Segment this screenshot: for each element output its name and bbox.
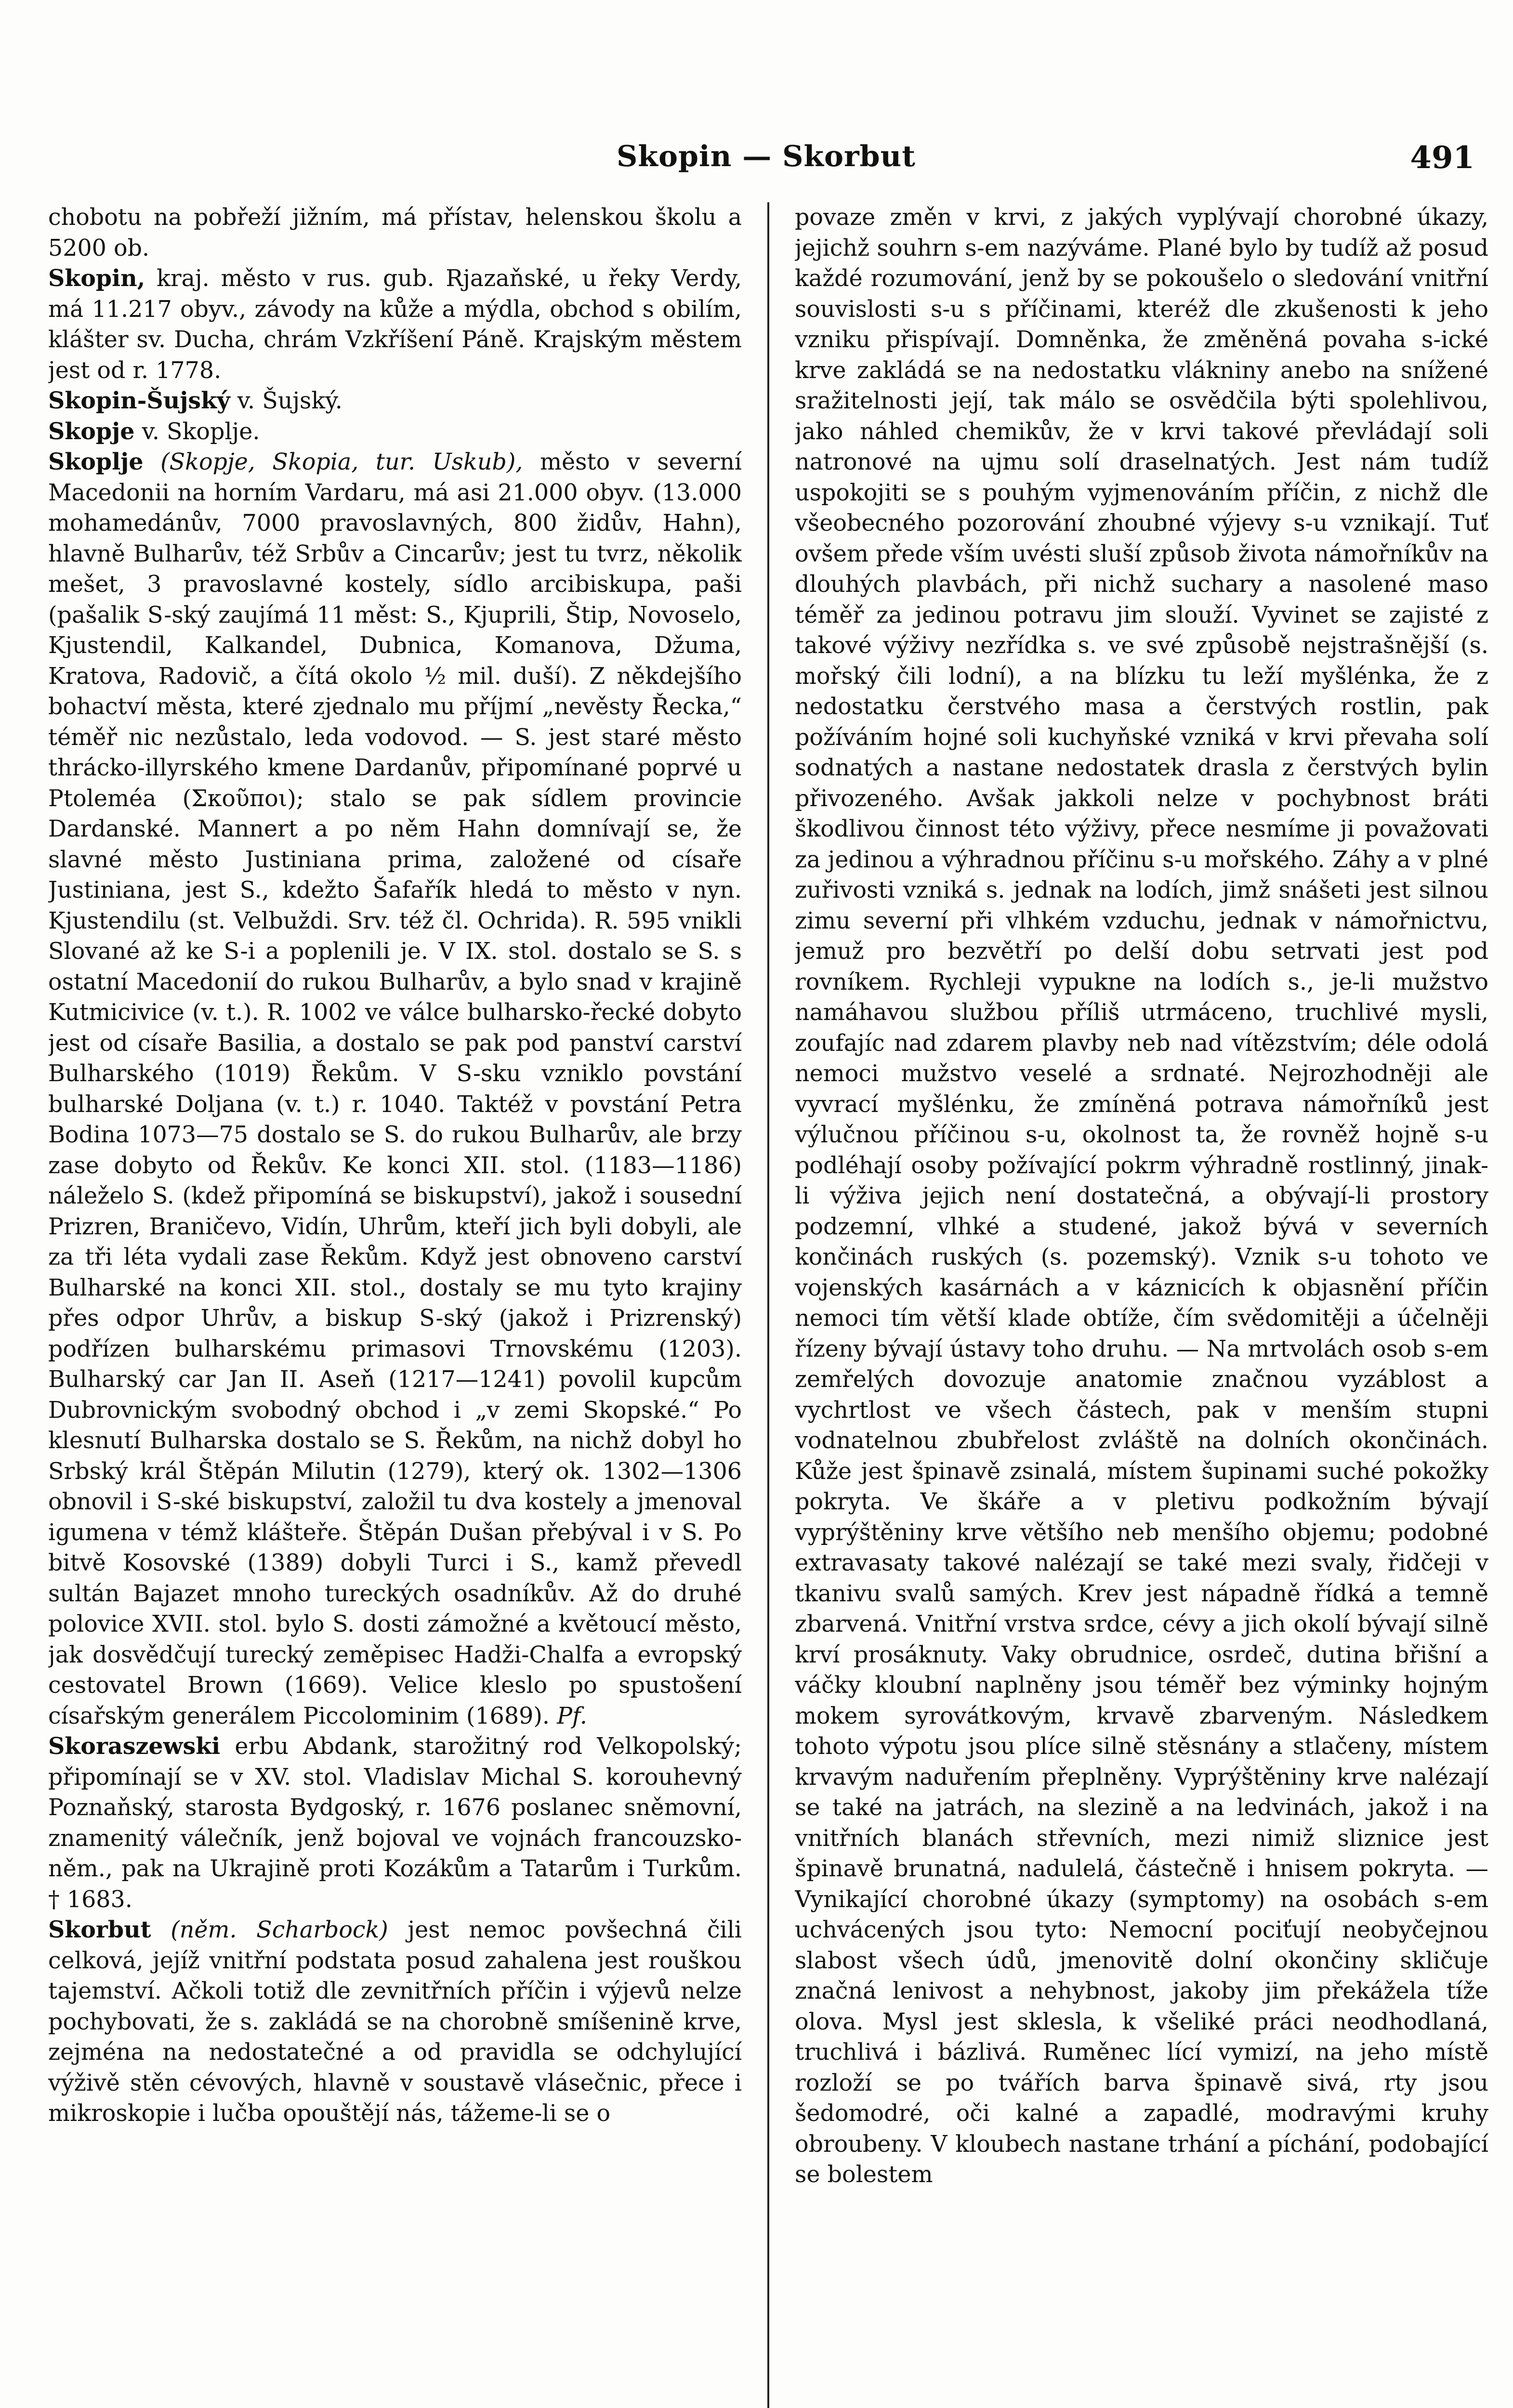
running-head: Skopin — Skorbut <box>617 140 916 173</box>
page-header <box>48 135 1484 188</box>
entry-skopin <box>48 263 742 386</box>
entry-skopje <box>48 417 742 447</box>
headword: Skorbut <box>48 1916 151 1943</box>
entry-skopin-sujsky <box>48 386 742 417</box>
right-column <box>795 202 1488 2408</box>
entry-text: jest nemoc povšechná čili celková, jejíž vnitřní podstata posud zahalena jest rouškou tajemství. Ačkoli totiž dle zevnitřních příčin i výjevů nelze pochybovati, že s. zakládá se na chorobně smíšenině krve, zejména na nedostatečné a od pravidla se odchylující výživě stěn cévových, hlavně v soustavě vlásečnic, přece i mikroskopie i lučba opouštějí nás, tážeme-li se o <box>48 1917 742 2127</box>
entry-text: kraj. město v rus. gub. Rjazaňské, u řeky Verdy, má 11.217 obyv., závody na kůže a mýdla, obchod s obilím, klášter sv. Ducha, chrám Vzkříšení Páně. Krajským městem jest od r. 1778. <box>48 265 742 384</box>
name-forms: (Skopje, Skopia, tur. Uskub), <box>160 449 523 475</box>
page-number: 491 <box>1410 140 1474 176</box>
entry-continuation: chobotu na pobřeží jižním, má přístav, helenskou školu a 5200 ob. <box>48 204 742 262</box>
entry-skoplje <box>48 447 742 1731</box>
author-signature: Pf. <box>557 1702 588 1729</box>
cross-reference: v. Skoplje. <box>142 418 260 445</box>
entry-continuation: povaze změn v krvi, z jakých vyplývají chorobné úkazy, jejichž souhrn s-em nazýváme. Plané bylo by tudíž až posud každé rozumování, jenž by se pokoušelo o sledování vnitřní souvislosti s-u s příčinami, kteréž dle zkušenosti k jeho vzniku přispívají. Domněnka, že změněná povaha s-ické krve zakládá se na nedostatku vlákniny anebo na snížené sražitelnosti její, tak málo se osvědčila býti spolehlivou, jako náhled chemikův, že v krvi takové převládají soli natronové na ujmu solí draselnatých. Jest nám tudíž uspokojiti se s pouhým vyjmenováním příčin, z nichž dle všeobecného pozorování zhoubné výjevy s-u vznikají. Tuť ovšem přede vším uvésti sluší způsob života námořníkův na dlouhých plavbách, při nichž suchary a nasolené maso téměř za jedinou potravu jim slouží. Vyvinet se zajisté z takové výživy nezřídka s. ve své způsobě nejstrašnější (s. mořský čili lodní), a na blízku tu leží myšlénka, že z nedostatku čerstvého masa a čerstvých rostlin, pak požíváním hojné soli kuchyňské vzniká v krvi převaha solí sodnatých a nastane nedostatek drasla z čerstvých bylin přivozeného. Avšak jakkoli nelze v pochybnost bráti škodlivou činnost této výživy, přece nesmíme ji považovati za jedinou a výhradnou příčinu s-u mořského. Záhy a v plné zuřivosti vzniká s. jednak na lodích, jimž snášeti jest silnou zimu severní při vlhkém vzduchu, jednak v námořnictvu, jemuž pro bezvětří po delší dobu setrvati jest pod rovníkem. Rychleji vypukne na lodích s., je-li mužstvo namáhavou službou příliš utrmáceno, truchlivé mysli, zoufajíc nad zdarem plavby neb nad vítězstvím; déle odolá nemoci mužstvo veselé a srdnaté. Nejrozhodněji ale vyvrací myšlénku, že zmíněná potrava námořníků jest výlučnou příčinou s-u, okolnost ta, že rovněž hojně s-u podléhají osoby požívající pokrm výhradně rostlinný, jinak-li výživa jejich není dostatečná, a obývají-li prostory podzemní, vlhké a studené, jakož bývá v severních končinách ruských (s. pozemský). Vznik s-u tohoto ve vojenských kasárnách a v káznicích k objasnění příčin nemoci tím větší klade obtíže, čím svědomitěji a účelněji řízeny bývají ústavy toho druhu. — Na mrtvolách osob s-em zemřelých dovozuje anatomie značnou vyzáblost a vychrtlost ve všech částech, pak v menším stupni vodnatelnou zbubřelost zvláště na dolních okončinách. Kůže jest špinavě zsinalá, místem šupinami suché pokožky pokryta. Ve škáře a v pletivu podkožním bývají vyprýštěniny krve většího neb menšího objemu; podobné extravasaty takové nalézají se také mezi svaly, řidčeji v tkanivu svalů samých. Krev jest nápadně řídká a temně zbarvená. Vnitřní vrstva srdce, cévy a jich okolí bývají silně krví prosáknuty. Vaky obrudnice, osrdeč, dutina břišní a váčky kloubní naplněny jsou téměř bez výminky hojným mokem syrovátkovým, krvavě zbarveným. Následkem tohoto výpotu jsou plíce silně stěsnány a stlačeny, místem krvavým naduřením přeplněny. Vyprýštěniny krve nalézají se také na jatrách, na slezině a na ledvinách, jakož i na vnitřních blanách střevních, mezi nimiž sliznice jest špinavě brunatná, nadulelá, částečně i hnisem pokryta. — Vynikající chorobné úkazy (symptomy) na osobách s-em uchvácených jsou tyto: Nemocní pociťují neobyčejnou slabost všech údů, jmenovitě dolní okončiny skličuje značná lenivost a nehybnost, jakoby jim překážela tíže olova. Mysl jest sklesla, k všeliké práci neodhodlaná, truchlivá i bázlivá. Ruměnec lící vymizí, na jeho místě rozloží se po tvářích barva špinavě sivá, rty jsou šedomodré, oči kalné a zapadlé, modravými kruhy obroubeny. V kloubech nastane trhání a píchání, podobající se bolestem <box>795 204 1488 2188</box>
text-columns <box>48 202 1488 2408</box>
headword: Skopin-Šujský <box>48 387 230 414</box>
german-term: (něm. Scharbock) <box>171 1917 388 1943</box>
cross-reference: v. Šujský. <box>237 388 342 414</box>
headword: Skopin, <box>48 265 145 292</box>
entry-skorbut <box>48 1915 742 2129</box>
column-divider <box>767 202 769 2408</box>
headword: Skoplje <box>48 448 144 475</box>
entry-skoraszewski <box>48 1731 742 1915</box>
headword: Skoraszewski <box>48 1733 221 1760</box>
left-column <box>48 202 742 2408</box>
headword: Skopje <box>48 418 135 445</box>
entry-text: město v severní Macedonii na horním Vardaru, má asi 21.000 obyv. (13.000 mohamedánův, 7000 pravoslavných, 800 židův, Hahn), hlavně Bulharův, též Srbův a Cincarův; jest tu tvrz, několik mešet, 3 pravoslavné kostely, sídlo arcibiskupa, paši (pašalik S-ský zaujímá 11 měst: S., Kjuprili, Štip, Novoselo, Kjustendil, Kalkandel, Dubnica, Komanova, Džuma, Kratova, Radovič, a čítá okolo ½ mil. duší). Z někdejšího bohactví města, které zjednalo mu příjmí „nevěsty Řecka,“ téměř nic nezůstalo, leda vodovod. — S. jest staré město thrácko-illyrského kmene Dardanův, připomínané poprvé u Ptoleméa (Σκοῦποι); stalo se pak sídlem provincie Dardanské. Mannert a po něm Hahn domnívají se, že slavné město Justiniana prima, založené od císaře Justiniana, jest S., kdežto Šafařík hledá to město v nyn. Kjustendilu (st. Velbuždi. Srv. též čl. Ochrida). R. 595 vnikli Slované až ke S-i a poplenili je. V IX. stol. dostalo se S. s ostatní Macedonií do rukou Bulharův, a bylo snad v krajině Kutmicivice (v. t.). R. 1002 ve válce bulharsko-řecké dobyto jest od císaře Basilia, a dostalo se pak pod panství carství Bulharského (1019) Řekům. V S-sku vzniklo povstání bulharské Doljana (v. t.) r. 1040. Taktéž v povstání Petra Bodina 1073—75 dostalo se S. do rukou Bulharův, ale brzy zase dobyto od Řekův. Ke konci XII. stol. (1183—1186) náleželo S. (kdež připomíná se biskupství), jakož i sousední Prizren, Braničevo, Vidín, Uhrům, kteří jich byli dobyli, ale za tři léta vydali zase Řekům. Když jest obnoveno carství Bulharské na konci XII. stol., dostaly se mu tyto krajiny přes odpor Uhrův, a biskup S-ský (jakož i Prizrenský) podřízen bulharskému primasovi Trnovskému (1203). Bulharský car Jan II. Aseň (1217—1241) povolil kupcům Dubrovnickým svobodný obchod i „v zemi Skopské.“ Po klesnutí Bulharska dostalo se S. Řekům, na nichž dobyl ho Srbský král Štěpán Milutin (1279), který ok. 1302—1306 obnovil i S-ské biskupství, založil tu dva kostely a jmenoval igumena v témž klášteře. Štěpán Dušan přebýval i v S. Po bitvě Kosovské (1389) dobyli Turci i S., kamž převedl sultán Bajazet mnoho tureckých osadníkův. Až do druhé polovice XVII. stol. bylo S. dosti zámožné a květoucí město, jak dosvědčují turecký zeměpisec Hadži-Chalfa a evropský cestovatel Brown (1669). Velice kleslo po spustošení císařským generálem Piccolominim (1689). <box>48 449 742 1729</box>
entry-text: erbu Abdank, starožitný rod Velkopolský; připomínají se v XV. stol. Vladislav Michal S. korouhevný Poznaňský, starosta Bydgoský, r. 1676 poslanec sněmovní, znamenitý válečník, jenž bojoval ve vojnách francouzsko-něm., pak na Ukrajině proti Kozákům a Tatarům i Turkům. † 1683. <box>48 1733 742 1913</box>
